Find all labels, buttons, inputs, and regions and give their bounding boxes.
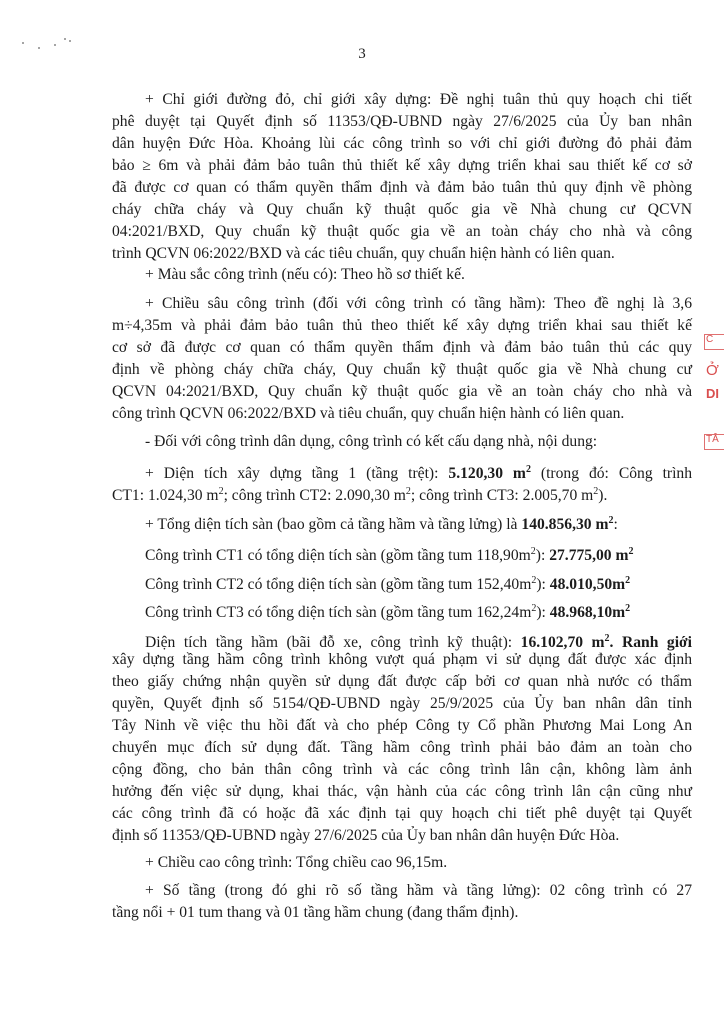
floor-area-line: + Diện tích xây dựng tầng 1 (tầng trệt): 5.120,30 $m^2$ (trong đó: Công trình bbox=[145, 464, 693, 483]
ct1-floor-area: Công trình CT1 có tổng diện tích sàn (gồm tầng tum $118,90m^2$): 27.775,00 $m^2$ bbox=[145, 546, 634, 565]
paragraph-line: theo giấy chứng nhận quyền sử dụng đất được cấp bởi cơ quan nhà nước có thẩm bbox=[112, 673, 692, 690]
paragraph-line: trình QCVN 06:2022/BXD và các tiêu chuẩn, quy chuẩn hiện hành có liên quan. bbox=[112, 245, 615, 262]
paragraph-line: hưởng đến việc sử dụng, khai thác, vận hành của các công trình lân cận cũng như bbox=[112, 783, 692, 800]
paragraph-line: cộng đồng, cho bản thân công trình và các công trình lân cận, không làm ảnh bbox=[112, 761, 692, 778]
page-number: 3 bbox=[358, 46, 366, 62]
paragraph-line: + Chiều sâu công trình (đối với công trình có tầng hầm): Theo đề nghị là 3,6 bbox=[145, 295, 692, 312]
paragraph-line: chuyển mục đích sử dụng đất. Tầng hầm công trình phải bảo đảm an toàn cho bbox=[112, 739, 692, 756]
paragraph-line: QCVN 04:2021/BXD, Quy chuẩn kỹ thuật quốc gia về an toàn cháy cho nhà và bbox=[112, 383, 692, 400]
paragraph-line: phê duyệt tại Quyết định số 11353/QĐ-UBND ngày 27/6/2025 của Ủy ban nhân bbox=[112, 113, 692, 130]
paragraph-line: các công trình đã có hoặc đã xác định tại quy hoạch chi tiết phê duyệt tại Quyết bbox=[112, 805, 692, 822]
paragraph-line: 04:2021/BXD, Quy chuẩn kỹ thuật quốc gia về an toàn cháy cho nhà và công bbox=[112, 223, 692, 240]
paragraph-line: + Số tầng (trong đó ghi rõ số tầng hầm và tầng lửng): 02 công trình có 27 bbox=[145, 882, 692, 899]
paragraph-line: - Đối với công trình dân dụng, công trình có kết cấu dạng nhà, nội dung: bbox=[145, 433, 598, 450]
paragraph-line: cháy chữa cháy và Quy chuẩn kỹ thuật quốc gia về Nhà chung cư QCVN bbox=[112, 201, 692, 218]
stamp-fragment: TÂ bbox=[706, 434, 719, 445]
paragraph-line: Tây Ninh về việc thu hồi đất và cho phép Công ty Cổ phần Phương Mai Long An bbox=[112, 717, 692, 734]
paragraph-line: đã được cơ quan có thẩm quyền thẩm định và đảm bảo tuân thủ quy định về phòng bbox=[112, 179, 692, 196]
paragraph-line: + Chiều cao công trình: Tổng chiều cao 96,15m. bbox=[145, 854, 448, 871]
floor-area-breakdown: CT1: 1.024,30 $m^2$; công trình CT2: 2.090,30 $m^2$; công trình CT3: 2.005,70 $m^2$). bbox=[112, 486, 608, 505]
paragraph-line: quyền, Quyết định số 5154/QĐ-UBND ngày 25/9/2025 của Ủy ban nhân dân tỉnh bbox=[112, 695, 692, 712]
stamp-fragment: C bbox=[706, 334, 714, 345]
paragraph-line: + Chỉ giới đường đỏ, chỉ giới xây dựng: Đề nghị tuân thủ quy hoạch chi tiết bbox=[145, 91, 692, 108]
paragraph-line: + Màu sắc công trình (nếu có): Theo hồ sơ thiết kế. bbox=[145, 266, 465, 283]
paragraph-line: xây dựng tầng hầm công trình không vượt quá phạm vi sử dụng đất được xác định bbox=[112, 651, 692, 668]
total-floor-area: + Tổng diện tích sàn (bao gồm cả tầng hầm và tầng lửng) là 140.856,30 $m^2$: bbox=[145, 515, 618, 534]
paragraph-line: cơ sở đã được cơ quan có thẩm quyền thẩm định và đảm bảo tuân thủ các quy bbox=[112, 339, 692, 356]
paragraph-line: định về phòng cháy chữa cháy, Quy chuẩn kỹ thuật quốc gia về Nhà chung cư bbox=[112, 361, 692, 378]
paragraph-line: dân huyện Đức Hòa. Khoảng lùi các công trình so với chỉ giới đường đỏ phải đảm bbox=[112, 135, 692, 152]
ct2-floor-area: Công trình CT2 có tổng diện tích sàn (gồm tầng tum $152,40m^2$): $48.010,50m^2$ bbox=[145, 575, 631, 594]
paragraph-line: tầng nổi + 01 tum thang và 01 tầng hầm chung (đang thẩm định). bbox=[112, 904, 519, 921]
stamp-fragment: Ở bbox=[706, 362, 719, 379]
paragraph-line: định số 11353/QĐ-UBND ngày 27/6/2025 của Ủy ban nhân dân huyện Đức Hòa. bbox=[112, 827, 620, 844]
paragraph-line: công trình QCVN 06:2022/BXD và tiêu chuẩn, quy chuẩn hiện hành có liên quan. bbox=[112, 405, 625, 422]
ct3-floor-area: Công trình CT3 có tổng diện tích sàn (gồm tầng tum $162,24m^2$): $48.968,10m^2$ bbox=[145, 603, 631, 622]
paragraph-line: bảo ≥ 6m và phải đảm bảo tuân thủ thiết kế xây dựng triển khai sau thiết kế cơ sở bbox=[112, 157, 692, 174]
basement-area: Diện tích tầng hầm (bãi đỗ xe, công trình kỹ thuật): 16.102,70 $m^2$. Ranh giới bbox=[145, 633, 692, 652]
paragraph-line: m÷4,35m và phải đảm bảo tuân thủ theo thiết kế xây dựng triển khai sau thiết kế bbox=[112, 317, 692, 334]
stamp-fragment: DI bbox=[706, 386, 719, 401]
